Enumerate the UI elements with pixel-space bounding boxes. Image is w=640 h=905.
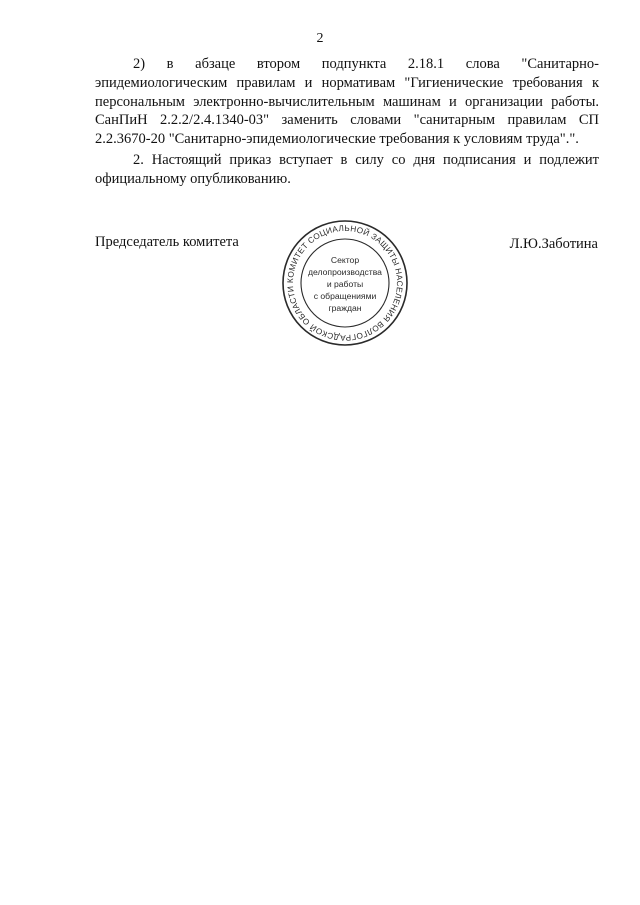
signatory-name: Л.Ю.Заботина — [509, 236, 598, 252]
amendment-paragraph: 2) в абзаце втором подпункта 2.18.1 слова "Санитарно-эпидемиологическим правилам и нормативам "Гигиенические требования к персональным электронно-вычислительным машинам и организации работы. СанПиН 2.2.2/2.4.1340-03" заменить словами "санитарным правилам СП 2.2.3670-20 "Санитарно-эпидемиологические требования к условиям труда".". — [95, 56, 599, 148]
document-body — [95, 55, 599, 189]
official-stamp — [280, 218, 410, 348]
stamp-center-line: Сектор — [330, 255, 360, 265]
signatory-position: Председатель комитета — [95, 234, 239, 250]
stamp-center-line: и работы — [326, 279, 364, 289]
effective-date-paragraph: 2. Настоящий приказ вступает в силу со дня подписания и подлежит официальному опубликованию. — [95, 151, 599, 187]
stamp-ring-text: КОМИТЕТ СОЦИАЛЬНОЙ ЗАЩИТЫ НАСЕЛЕНИЯ ВОЛГОГРАДСКОЙ ОБЛАСТИ — [285, 223, 405, 343]
stamp-center-text — [308, 255, 382, 313]
page-number: 2 — [316, 31, 324, 46]
stamp-center-line: с обращениями — [313, 291, 377, 301]
stamp-center-line: делопроизводства — [308, 267, 382, 277]
stamp-center-line: граждан — [328, 303, 362, 313]
